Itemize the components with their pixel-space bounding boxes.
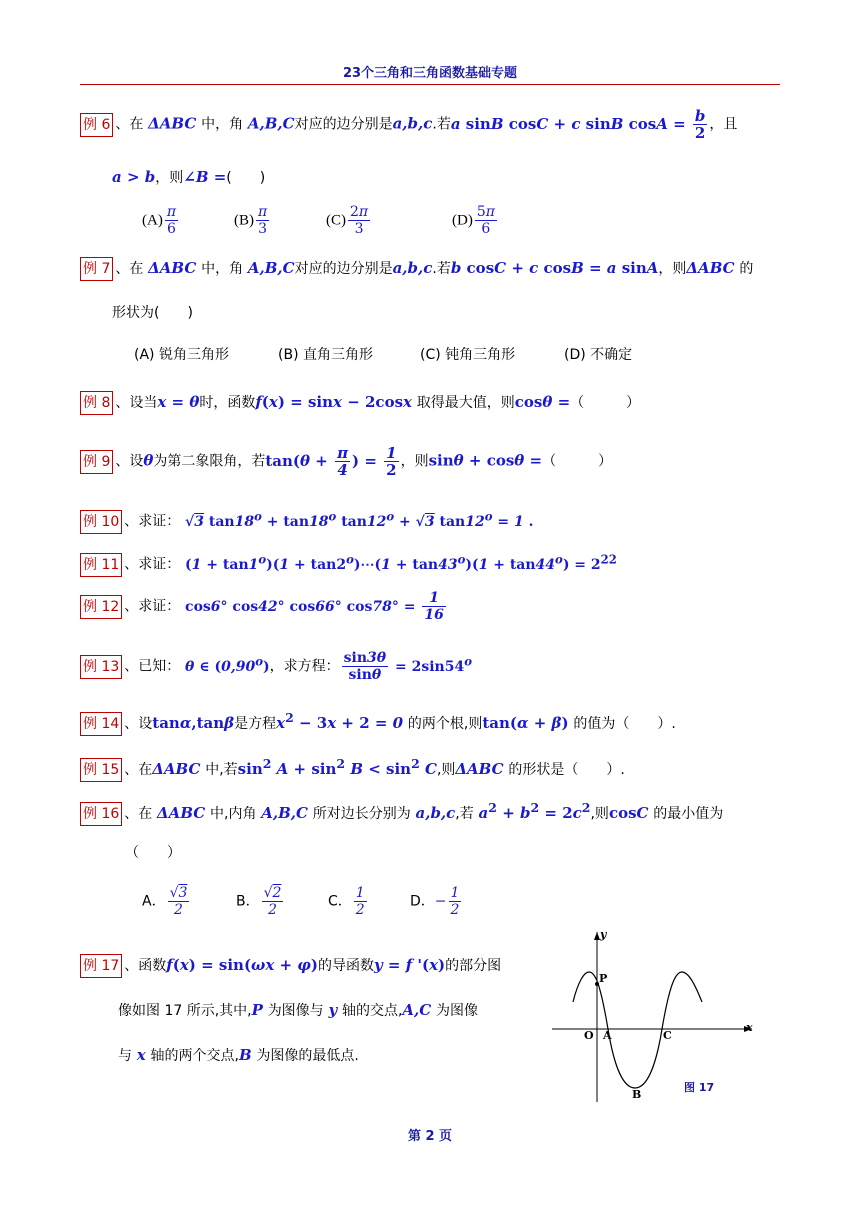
page-header-title: 23个三角和三角函数基础专题 (342, 66, 518, 81)
example-9-tag: 例 9 (80, 450, 113, 474)
example-10-tag: 例 10 (80, 510, 122, 534)
header-divider (80, 84, 780, 85)
example-13-tag: 例 13 (80, 655, 122, 679)
label-p: P (599, 972, 608, 985)
example-11: 例 11 、求证： $(1 + \tan 1^o)(1$ + $\tan 2^o)\cdots(1 + \tan 43^o)(1 + \tan 44^o) = 2^{22}$ (80, 546, 617, 578)
example-13: 例 13 、已知： θ ∈ (0,90$^o$)，求方程： $\frac{\sin 3\theta}{\sin\theta}$ = $2\sin 54^o$ (80, 648, 472, 683)
label-b: B (632, 1088, 642, 1101)
example-15-tag: 例 15 (80, 758, 122, 782)
example-6-line-1: 例 6 、在 ΔABC 中，角 A,B,C对应的边分别是a,b,c.若a sinB cosC + c sinB cosA = $\frac{b}{2}$ ，且 (80, 108, 737, 141)
example-17-line-2: 像如图 17 所示,其中,P 为图像与 y 轴的交点,A,C 为图像 (118, 1001, 479, 1019)
example-9: 例 9 、设θ为第二象限角，若tan(θ + $\frac{\pi}{4}$ ) = $\frac{1}{2}$ ，则sinθ + cosθ =（ ） (80, 445, 612, 478)
example-15: 例 15 、在ΔABC 中,若$\sin^2 A + \sin^2 B < \sin^2 C$,则ΔABC 的形状是（ ）. (80, 751, 625, 783)
x-axis-label: x (746, 1021, 753, 1034)
example-7-line-1: 例 7 、在 ΔABC 中，角 A,B,C对应的边分别是a,b,c.若b cosC + c cosB = a sinA，则ΔABC 的 (80, 255, 753, 282)
example-14: 例 14 、设tanα,tanβ是方程$x^2 - 3x + 2 = 0$ 的两个根,则tan(α + β) 的值为（ ）. (80, 705, 676, 737)
example-14-tag: 例 14 (80, 712, 122, 736)
example-6-line-2: a > b，则∠B =( ) (112, 168, 266, 186)
label-a: A (603, 1029, 612, 1042)
example-12: 例 12 、求证： cos6° cos42° cos66° cos78° = $\frac{1}{16}$ (80, 590, 448, 623)
label-o: O (584, 1029, 594, 1042)
example-16-option-d: D．− $\frac{1}{2}$ (410, 885, 460, 918)
example-7-option-b: (B) 直角三角形 (278, 347, 373, 363)
example-8: 例 8 、设当x = θ时，函数f(x) = sinx − 2cosx 取得最大值，则cosθ =（ ） (80, 389, 640, 416)
example-16-tag: 例 16 (80, 802, 122, 826)
example-16-option-c: C． $\frac{1}{2}$ (328, 885, 365, 918)
example-6-option-c: (C) $\frac{2\pi}{3}$ (326, 204, 369, 237)
example-17-line-1: 例 17 、函数f(x) = sin(ωx + φ)的导函数y = f '(x)的部分图 (80, 952, 501, 979)
example-10: 例 10 、求证： √3 $\tan 18^o + \tan 18^o$ $\tan 12^o + √3$ $\tan 12^o = 1$ . (80, 503, 533, 535)
example-6-option-b: (B) $\frac{\pi}{3}$ (234, 204, 268, 237)
example-16-option-a: A． $\frac{√3}{2}$ (142, 885, 188, 918)
example-12-tag: 例 12 (80, 595, 122, 619)
example-11-tag: 例 11 (80, 553, 122, 577)
example-16-line-2: （ ） (125, 845, 181, 861)
example-7-option-d: (D) 不确定 (564, 347, 633, 363)
example-6-tag: 例 6 (80, 113, 113, 137)
example-7-line-2: 形状为( ) (112, 305, 193, 321)
example-7-option-c: (C) 钝角三角形 (420, 347, 516, 363)
example-17-line-3: 与 x 轴的两个交点,B 为图像的最低点. (118, 1046, 359, 1064)
page-number: 第 2 页 (407, 1129, 453, 1144)
example-16-option-b: B． $\frac{√2}{2}$ (236, 885, 282, 918)
example-8-tag: 例 8 (80, 391, 113, 415)
example-6-option-a: (A) $\frac{\pi}{6}$ (142, 204, 177, 237)
y-axis-label: y (600, 928, 607, 941)
figure-17-graph (548, 926, 760, 1106)
example-7-option-a: (A) 锐角三角形 (134, 347, 229, 363)
example-17-tag: 例 17 (80, 954, 122, 978)
figure-caption: 图 17 (684, 1081, 715, 1094)
example-6-option-d: (D) $\frac{5\pi}{6}$ (452, 204, 495, 237)
example-16-line-1: 例 16 、在 ΔABC 中,内角 A,B,C 所对边长分别为 a,b,c,若 $a^2 + b^2 = 2c^2$,则cosC 的最小值为 (80, 795, 723, 827)
label-c: C (663, 1029, 672, 1042)
example-7-tag: 例 7 (80, 257, 113, 281)
